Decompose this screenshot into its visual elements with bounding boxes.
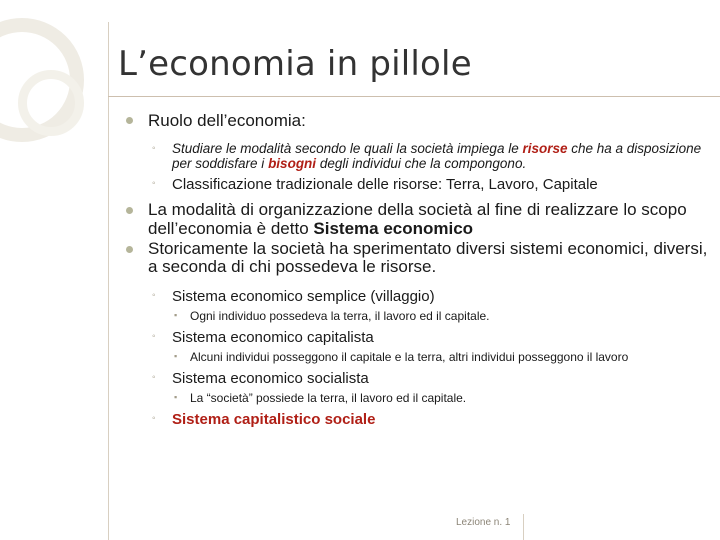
detail-sistema-capitalista <box>116 351 712 364</box>
small-square-bullet-icon: ▪ <box>174 350 178 361</box>
bullet-text: Sistema economico semplice (villaggio) <box>172 287 435 305</box>
footer-divider <box>523 514 524 540</box>
bullet-text: Alcuni individui posseggono il capitale e la terra, altri individui posseggono il lavoro <box>190 349 629 364</box>
slide-footer: Lezione n. 1 <box>456 517 511 528</box>
ring-bullet-icon: ◦ <box>152 330 156 342</box>
sub-bullet-studiare <box>116 141 712 171</box>
sub-bullet-sistema-capitalista <box>116 330 712 345</box>
slide-title: L’economia in pillole <box>118 44 472 84</box>
decorative-ring-small <box>18 70 84 136</box>
keyword-risorse: risorse <box>522 141 568 156</box>
ring-bullet-icon: ◦ <box>152 178 156 190</box>
keyword-sistema-economico: Sistema economico <box>313 218 474 238</box>
bullet-modalita <box>116 201 712 238</box>
ring-bullet-icon: ◦ <box>152 413 156 425</box>
sub-bullet-sistema-capitalistico-sociale <box>116 412 712 427</box>
small-square-bullet-icon: ▪ <box>174 392 178 403</box>
bullet-text: Ogni individuo possedeva la terra, il lavoro ed il capitale. <box>190 308 490 323</box>
text-segment: Studiare le modalità secondo le quali la società impiega le <box>172 141 523 156</box>
bullet-text-highlight: Sistema capitalistico sociale <box>172 411 376 429</box>
left-vertical-rule <box>108 22 109 540</box>
sub-bullet-sistema-socialista <box>116 371 712 386</box>
detail-sistema-semplice <box>116 310 712 322</box>
bullet-text: La “società” possiede la terra, il lavoro ed il capitale. <box>190 391 467 406</box>
detail-sistema-socialista <box>116 392 712 404</box>
slide-body <box>116 108 712 427</box>
bullet-storicamente <box>116 240 712 277</box>
small-square-bullet-icon: ▪ <box>174 309 178 320</box>
filled-circle-bullet-icon <box>126 246 133 253</box>
text-segment: La modalità di organizzazione della società al fine di realizzare lo scopo dell’economia è detto <box>148 200 687 238</box>
ring-bullet-icon: ◦ <box>152 143 156 154</box>
bullet-text: Ruolo dell’economia: <box>148 111 306 130</box>
ring-bullet-icon: ◦ <box>152 372 156 384</box>
text-segment: degli individui che la compongono. <box>316 156 527 172</box>
keyword-bisogni: bisogni <box>268 156 317 172</box>
bullet-text: Sistema economico capitalista <box>172 328 374 346</box>
sub-bullet-sistema-semplice <box>116 289 712 304</box>
filled-circle-bullet-icon <box>126 207 133 214</box>
bullet-text: Sistema economico socialista <box>172 370 369 388</box>
bullet-text: Storicamente la società ha sperimentato diversi sistemi economici, diversi, a seconda di chi possedeva le risorse. <box>148 238 708 277</box>
bullet-text: Classificazione tradizionale delle risorse: Terra, Lavoro, Capitale <box>172 176 598 194</box>
filled-circle-bullet-icon <box>126 117 133 124</box>
title-underline <box>108 96 720 97</box>
bullet-ruolo-economia <box>116 112 712 129</box>
text-segment: che ha a disposizione per soddisfare i <box>172 141 702 172</box>
sub-bullet-classificazione <box>116 177 712 192</box>
ring-bullet-icon: ◦ <box>152 289 156 301</box>
